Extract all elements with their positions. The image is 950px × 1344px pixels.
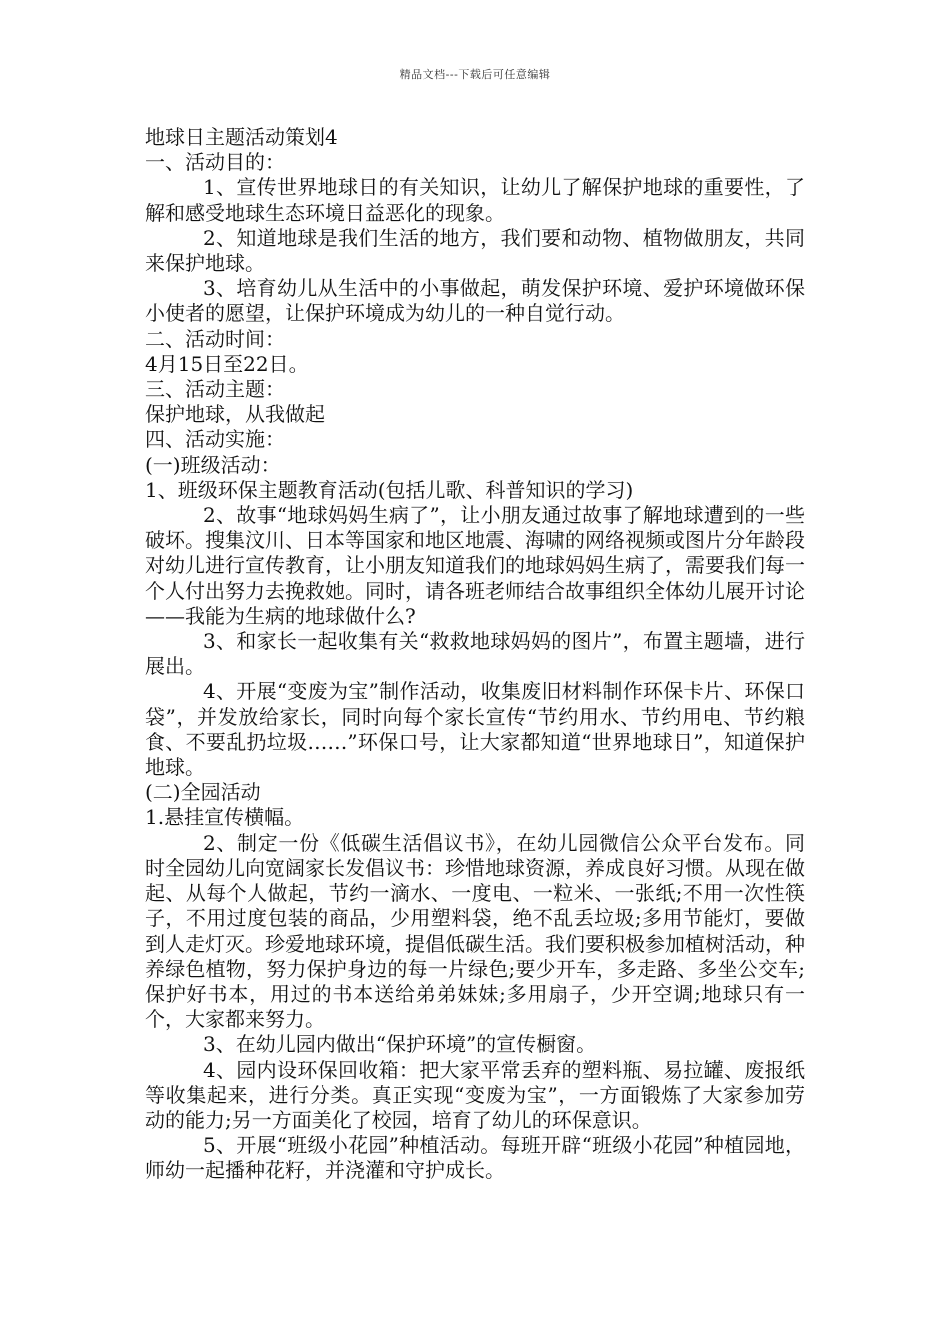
paragraph: 1、班级环保主题教育活动(包括儿歌、科普知识的学习): [145, 477, 634, 502]
section-heading: 三、活动主题：: [145, 377, 285, 402]
section-heading: 二、活动时间：: [145, 326, 285, 351]
paragraph: 3、和家长一起收集有关“救救地球妈妈的图片”，布置主题墙，进行展出。: [145, 629, 805, 679]
document-body: [145, 125, 805, 1184]
section-heading: 四、活动实施：: [145, 427, 285, 452]
paragraph: 2、制定一份《低碳生活倡议书》，在幼儿园微信公众平台发布。同时全园幼儿向宽阔家长发倡议书：珍惜地球资源，养成良好习惯。从现在做起、从每个人做起，节约一滴水、一度电、一粒米、一张纸;不用一次性筷子，不用过度包装的商品，少用塑料袋，绝不乱丢垃圾;多用节能灯，要做到人走灯灭。珍爱地球环境，提倡低碳生活。我们要积极参加植树活动，种养绿色植物，努力保护身边的每一片绿色;要少开车，多走路、多坐公交车;保护好书本，用过的书本送给弟弟妹妹;多用扇子，少开空调;地球只有一个，大家都来努力。: [145, 830, 805, 1032]
paragraph: 2、知道地球是我们生活的地方，我们要和动物、植物做朋友，共同来保护地球。: [145, 225, 805, 276]
paragraph: 3、培育幼儿从生活中的小事做起，萌发保护环境、爱护环境做环保小使者的愿望，让保护环境成为幼儿的一种自觉行动。: [145, 276, 805, 326]
paragraph: 4月15日至22日。: [145, 351, 309, 376]
paragraph: 2、故事“地球妈妈生病了”，让小朋友通过故事了解地球遭到的一些破坏。搜集汶川、日本等国家和地区地震、海啸的网络视频或图片分年龄段对幼儿进行宣传教育，让小朋友知道我们的地球妈妈生病了，需要我们每一个人付出努力去挽救她。同时，请各班老师结合故事组织全体幼儿展开讨论——我能为生病的地球做什么?: [145, 503, 805, 628]
page-header: 精品文档---下载后可任意编辑: [399, 68, 551, 81]
document-title: 地球日主题活动策划4: [145, 125, 338, 149]
paragraph: 保护地球，从我做起: [145, 402, 325, 427]
section-heading: 一、活动目的：: [145, 150, 285, 175]
paragraph: 4、开展“变废为宝”制作活动，收集废旧材料制作环保卡片、环保口袋”，并发放给家长，同时向每个家长宣传“节约用水、节约用电、节约粮食、不要乱扔垃圾……”环保口号，让大家都知道“世界地球日”，知道保护地球。: [145, 679, 805, 780]
paragraph: 3、在幼儿园内做出“保护环境”的宣传橱窗。: [203, 1032, 597, 1057]
subsection-heading: (二)全园活动: [145, 780, 261, 805]
subsection-heading: (一)班级活动：: [145, 452, 281, 477]
paragraph: 1、宣传世界地球日的有关知识，让幼儿了解保护地球的重要性，了解和感受地球生态环境日益恶化的现象。: [145, 175, 805, 225]
paragraph: 4、园内设环保回收箱：把大家平常丢弃的塑料瓶、易拉罐、废报纸等收集起来，进行分类。真正实现“变废为宝”，一方面锻炼了大家参加劳动的能力;另一方面美化了校园，培育了幼儿的环保意识。: [145, 1057, 805, 1132]
paragraph: 1.悬挂宣传横幅。: [145, 805, 305, 830]
paragraph: 5、开展“班级小花园”种植活动。每班开辟“班级小花园”种植园地，师幼一起播种花籽，并浇灌和守护成长。: [145, 1133, 805, 1183]
